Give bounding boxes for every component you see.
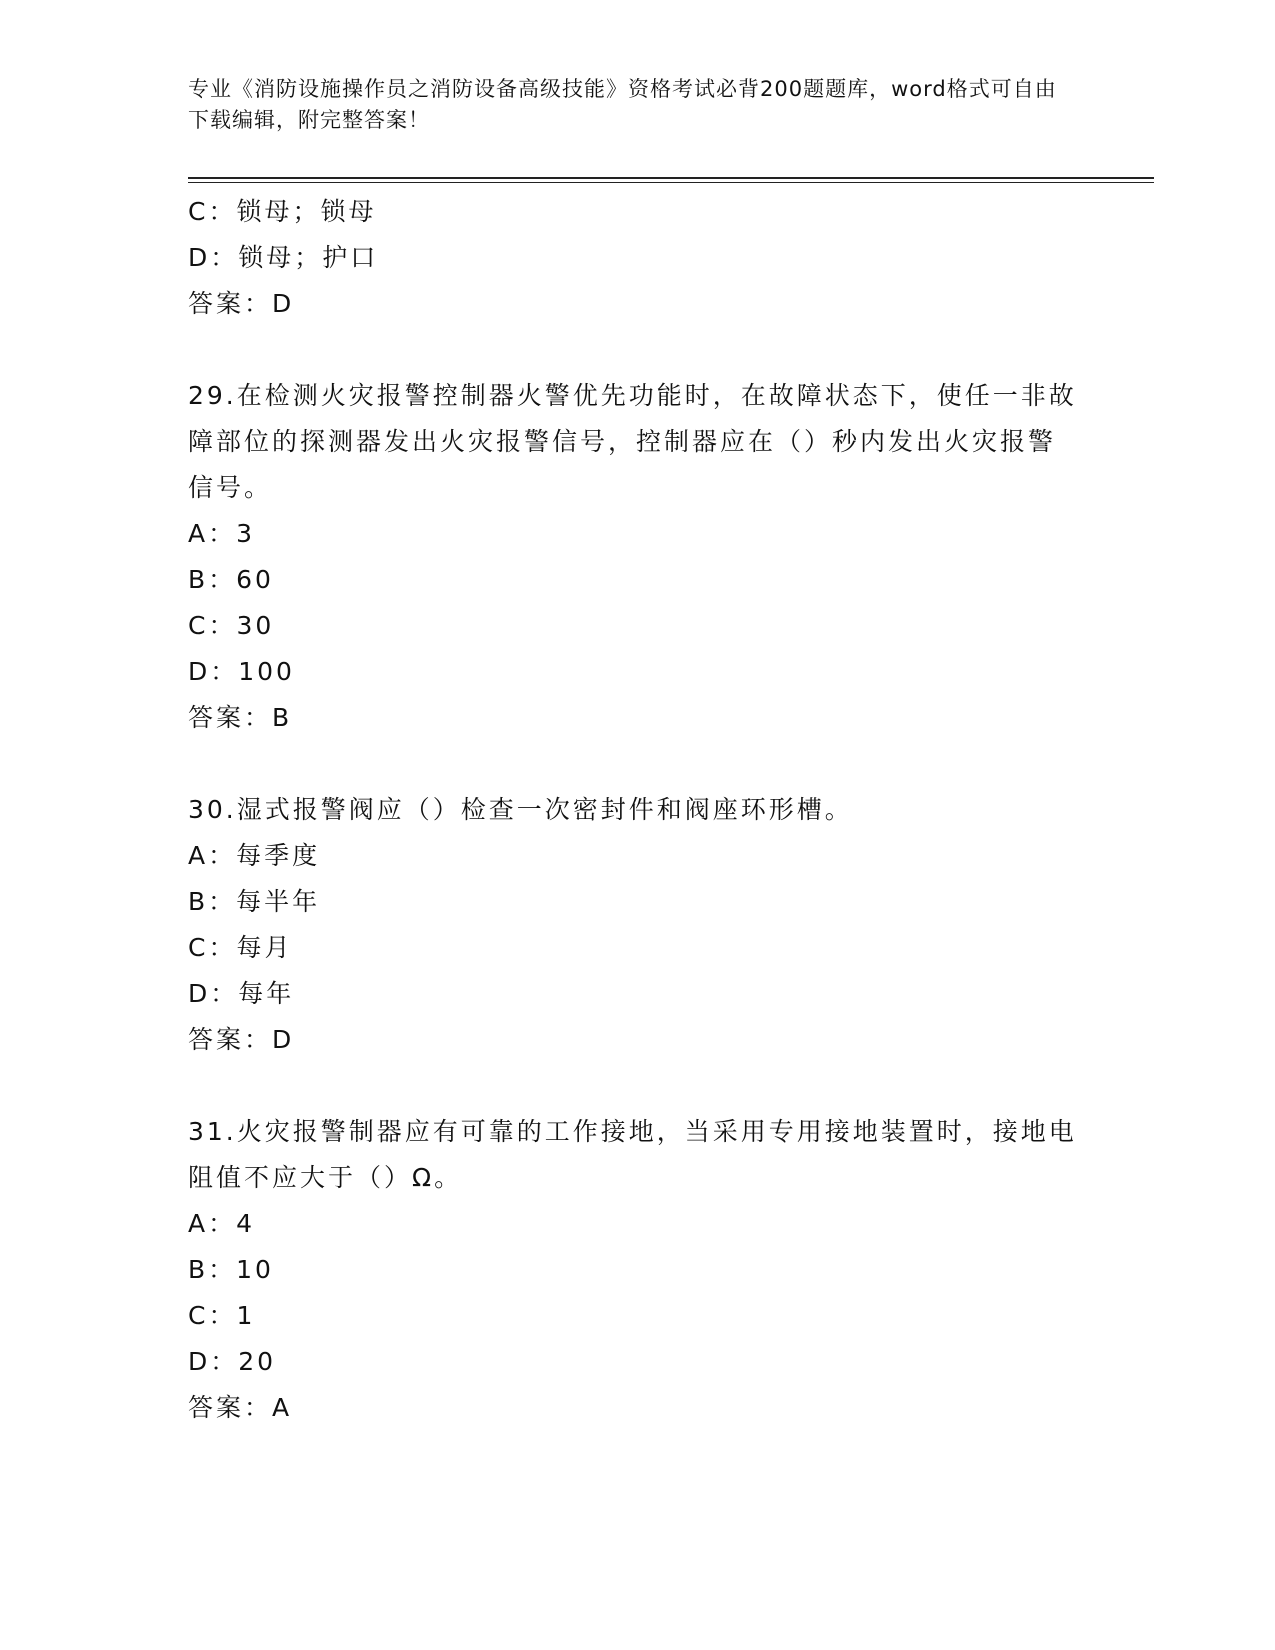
- answer-line: 答案：B: [188, 703, 293, 732]
- question-30: [188, 787, 1088, 1063]
- question-fragment: [188, 189, 1088, 327]
- question-text: 30.湿式报警阀应（）检查一次密封件和阀座环形槽。: [188, 795, 853, 824]
- option-a: A：4: [188, 1209, 256, 1238]
- spacer: [188, 741, 1088, 787]
- question-text: 31.火灾报警制器应有可靠的工作接地，当采用专用接地装置时，接地电阻值不应大于（）Ω。: [188, 1117, 1077, 1192]
- option-d: D：100: [188, 657, 295, 686]
- answer-line: 答案：D: [188, 1025, 295, 1054]
- option-c: C：锁母；锁母: [188, 197, 377, 226]
- question-text: 29.在检测火灾报警控制器火警优先功能时，在故障状态下，使任一非故障部位的探测器发出火灾报警信号，控制器应在（）秒内发出火灾报警信号。: [188, 381, 1077, 502]
- question-list: [188, 189, 1088, 1431]
- option-b: B：60: [188, 565, 274, 594]
- question-29: [188, 373, 1088, 741]
- option-c: C：30: [188, 611, 275, 640]
- question-31: [188, 1109, 1088, 1431]
- option-c: C：每月: [188, 933, 293, 962]
- option-d: D：每年: [188, 979, 295, 1008]
- option-b: B：每半年: [188, 887, 321, 916]
- option-b: B：10: [188, 1255, 274, 1284]
- spacer: [188, 327, 1088, 373]
- document-header: 专业《消防设施操作员之消防设备高级技能》资格考试必背200题题库，word格式可自由下载编辑，附完整答案！: [188, 77, 1057, 132]
- answer-line: 答案：A: [188, 1393, 293, 1422]
- option-a: A：3: [188, 519, 256, 548]
- option-d: D：20: [188, 1347, 277, 1376]
- option-a: A：每季度: [188, 841, 321, 870]
- header-rule-thick: [188, 177, 1154, 179]
- answer-line: 答案：D: [188, 289, 295, 318]
- header-rule-thin: [188, 182, 1154, 183]
- option-d: D：锁母；护口: [188, 243, 379, 272]
- spacer: [188, 1063, 1088, 1109]
- option-c: C：1: [188, 1301, 256, 1330]
